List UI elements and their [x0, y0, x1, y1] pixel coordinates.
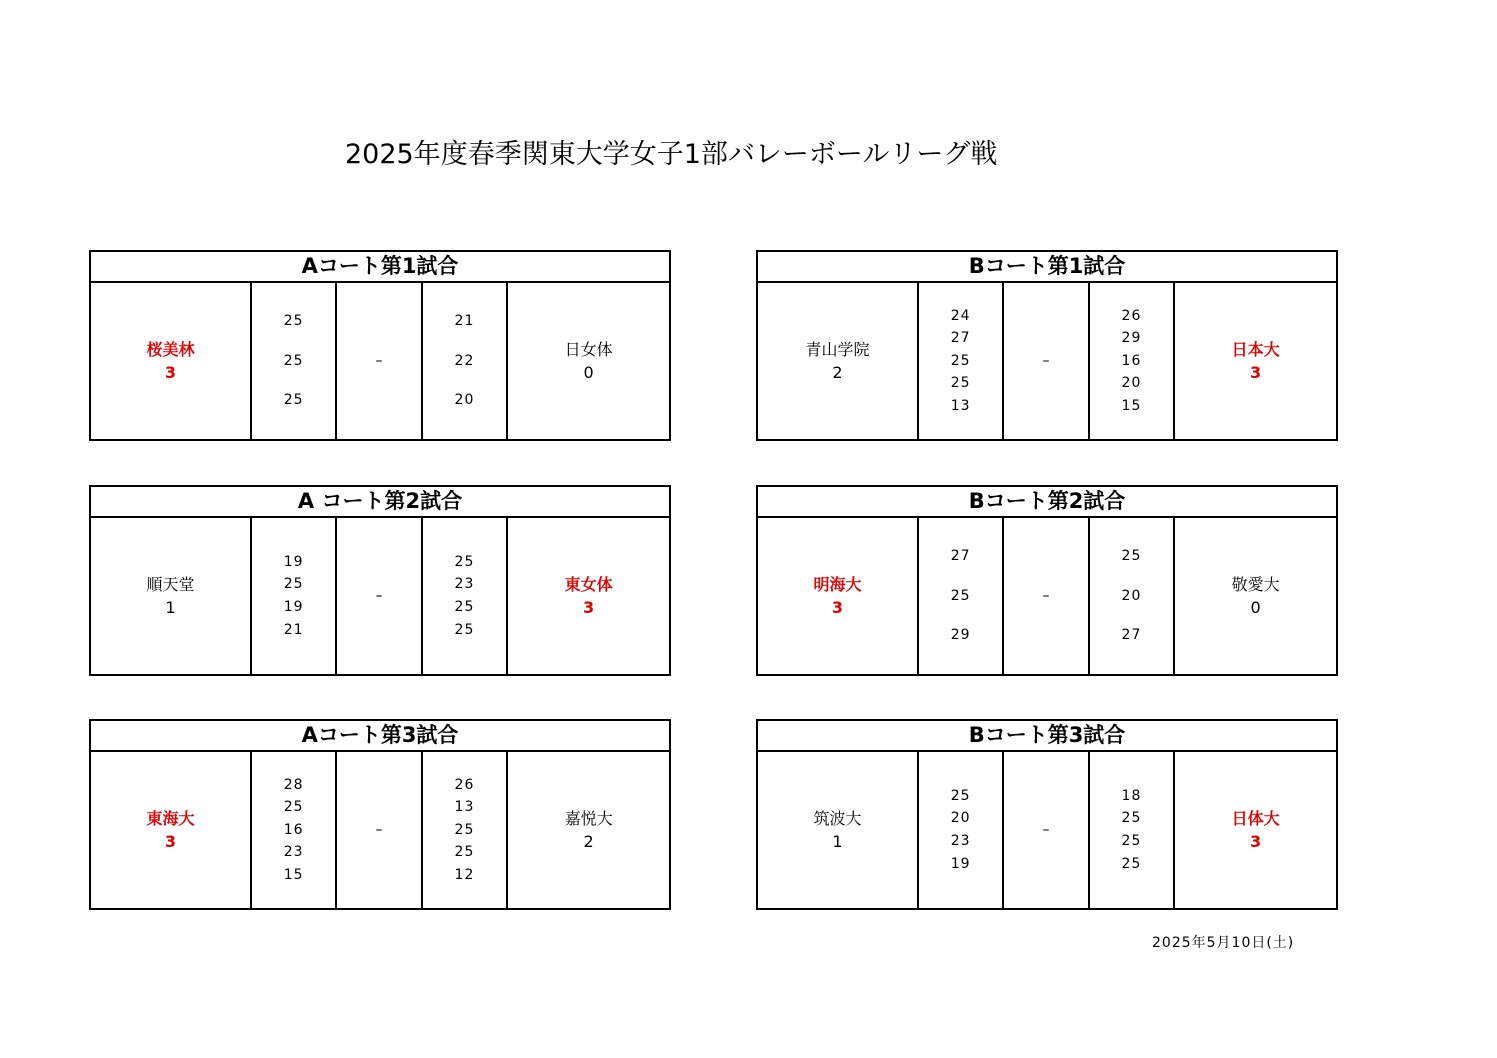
right-set-scores [1090, 752, 1175, 908]
sets-won: 3 [583, 598, 595, 617]
sets-won: 0 [583, 363, 594, 382]
set-score: 27 [950, 330, 971, 347]
set-score: 20 [1121, 587, 1142, 604]
set-score: 13 [950, 397, 971, 414]
match-b3 [756, 719, 1338, 910]
set-score: 23 [283, 844, 304, 861]
score-separator [1004, 283, 1089, 439]
right-set-scores [423, 752, 508, 908]
set-score: 28 [283, 776, 304, 793]
right-team-cell [508, 518, 669, 674]
set-score: 12 [454, 866, 475, 883]
set-score: 19 [283, 553, 304, 570]
left-team-cell [758, 283, 919, 439]
set-score: 16 [1121, 352, 1142, 369]
left-team-cell [91, 518, 252, 674]
team-name: 順天堂 [146, 575, 195, 594]
set-score: 27 [1121, 627, 1142, 644]
team-name: 敬愛大 [1231, 575, 1280, 594]
sets-won: 3 [831, 598, 844, 617]
set-score: 23 [950, 833, 971, 849]
left-team-cell [758, 518, 919, 674]
left-team-cell [91, 283, 252, 439]
right-team-cell [508, 283, 669, 439]
match-header: Bコート第3試合 [758, 721, 1336, 752]
left-set-scores [252, 752, 337, 908]
set-score: 18 [1121, 787, 1142, 804]
score-separator [337, 283, 422, 439]
set-score: 20 [454, 392, 475, 409]
match-body [758, 518, 1336, 674]
score-separator [1004, 752, 1089, 908]
right-set-scores [1090, 518, 1175, 674]
sets-won: 2 [832, 363, 843, 382]
right-team-cell [1175, 752, 1336, 908]
set-score: 25 [454, 599, 475, 615]
match-a2 [89, 485, 671, 676]
separator-dash: – [1042, 588, 1050, 604]
set-score: 25 [283, 352, 304, 369]
team-name: 青山学院 [805, 340, 870, 359]
set-score: 24 [950, 307, 971, 324]
set-score: 19 [283, 599, 304, 615]
set-score: 25 [1121, 810, 1142, 827]
set-score: 25 [454, 553, 475, 570]
right-team-cell [1175, 518, 1336, 674]
right-set-scores [1090, 283, 1175, 439]
set-score: 25 [950, 587, 971, 604]
match-a1 [89, 250, 671, 441]
set-score: 25 [950, 375, 971, 392]
set-score: 27 [950, 548, 971, 565]
set-score: 25 [1121, 548, 1142, 565]
set-score: 25 [283, 392, 304, 409]
set-score: 29 [1121, 330, 1142, 347]
score-separator [337, 518, 422, 674]
team-name: 嘉悦大 [564, 809, 613, 828]
set-score: 25 [1121, 833, 1142, 849]
set-score: 26 [454, 776, 475, 793]
match-body [758, 283, 1336, 439]
score-separator [337, 752, 422, 908]
sets-won: 3 [1250, 832, 1262, 851]
match-body [91, 518, 669, 674]
match-header: Aコート第3試合 [91, 721, 669, 752]
sets-won: 1 [165, 598, 176, 617]
left-set-scores [919, 752, 1004, 908]
page-title: 2025年度春季関東大学女子1部バレーボールリーグ戦 [345, 139, 998, 170]
set-score: 25 [454, 821, 475, 838]
team-name: 日女体 [564, 340, 613, 359]
sets-won: 3 [1250, 363, 1262, 382]
set-score: 22 [454, 352, 475, 369]
set-score: 16 [283, 821, 304, 838]
separator-dash: – [1042, 353, 1050, 369]
set-score: 26 [1121, 307, 1142, 324]
set-score: 25 [950, 787, 971, 804]
team-name: 明海大 [813, 575, 862, 594]
sets-won: 2 [583, 832, 594, 851]
set-score: 20 [1121, 375, 1142, 392]
set-score: 19 [950, 855, 971, 872]
right-team-cell [1175, 283, 1336, 439]
match-body [758, 752, 1336, 908]
score-separator [1004, 518, 1089, 674]
set-score: 20 [950, 810, 971, 827]
set-score: 25 [283, 576, 304, 593]
team-name: 日本大 [1231, 340, 1280, 359]
right-set-scores [423, 283, 508, 439]
right-team-cell [508, 752, 669, 908]
team-name: 桜美林 [146, 340, 195, 359]
sets-won: 1 [832, 832, 843, 851]
match-header: Bコート第2試合 [758, 487, 1336, 518]
set-score: 23 [454, 576, 475, 593]
set-score: 15 [1121, 397, 1142, 414]
separator-dash: – [1042, 822, 1050, 838]
team-name: 日体大 [1231, 809, 1280, 828]
set-score: 25 [1121, 855, 1142, 872]
set-score: 25 [283, 799, 304, 816]
separator-dash: – [375, 353, 383, 369]
left-set-scores [252, 283, 337, 439]
team-name: 東女体 [564, 575, 613, 594]
set-score: 13 [454, 799, 475, 816]
set-score: 25 [454, 844, 475, 861]
match-header: A コート第2試合 [91, 487, 669, 518]
left-team-cell [758, 752, 919, 908]
match-body [91, 283, 669, 439]
set-score: 21 [283, 621, 304, 638]
separator-dash: – [375, 588, 383, 604]
set-score: 15 [283, 866, 304, 883]
left-set-scores [252, 518, 337, 674]
set-score: 25 [950, 352, 971, 369]
set-score: 25 [283, 313, 304, 330]
sets-won: 3 [164, 363, 177, 382]
match-header: Bコート第1試合 [758, 252, 1336, 283]
team-name: 筑波大 [813, 809, 862, 828]
match-body [91, 752, 669, 908]
match-a3 [89, 719, 671, 910]
separator-dash: – [375, 822, 383, 838]
set-score: 25 [454, 621, 475, 638]
set-score: 21 [454, 313, 475, 330]
match-b1 [756, 250, 1338, 441]
left-set-scores [919, 283, 1004, 439]
match-date: 2025年5月10日(土) [1152, 935, 1295, 951]
right-set-scores [423, 518, 508, 674]
sets-won: 3 [164, 832, 177, 851]
team-name: 東海大 [146, 809, 195, 828]
set-score: 29 [950, 627, 971, 644]
left-set-scores [919, 518, 1004, 674]
match-b2 [756, 485, 1338, 676]
left-team-cell [91, 752, 252, 908]
sets-won: 0 [1250, 598, 1261, 617]
match-header: Aコート第1試合 [91, 252, 669, 283]
